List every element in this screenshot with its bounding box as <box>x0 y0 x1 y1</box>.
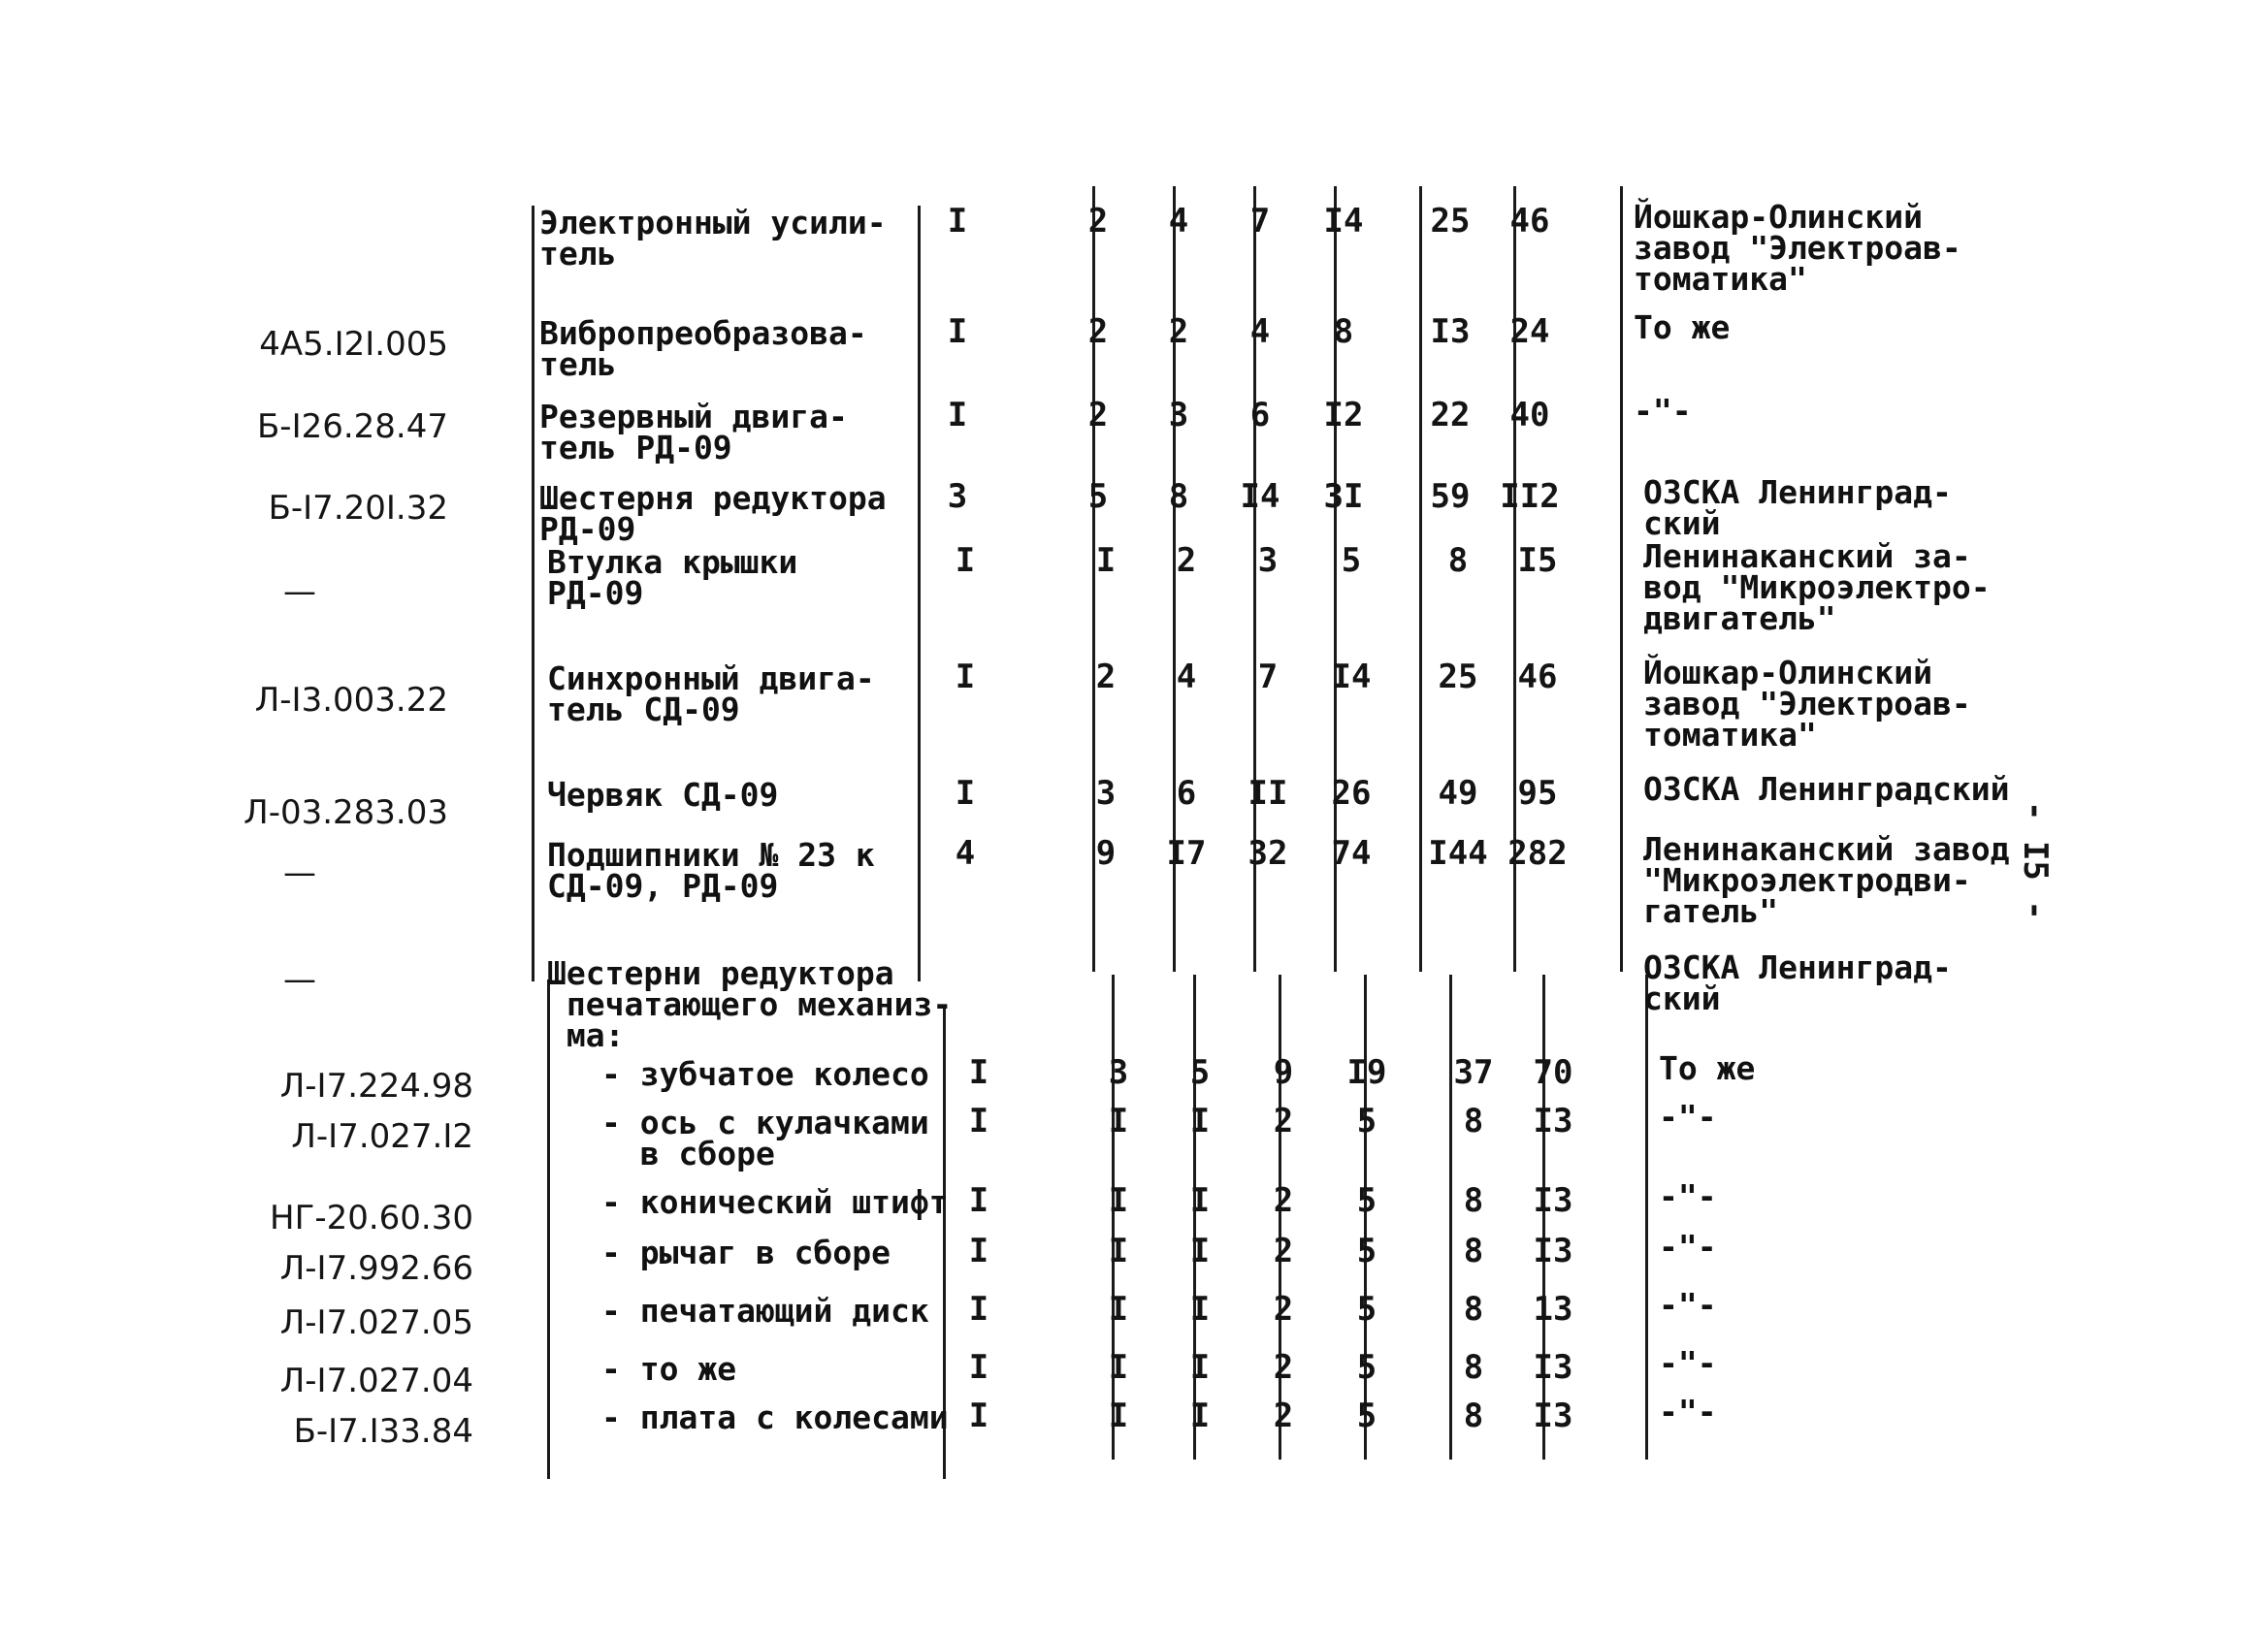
quantity-cell: 40 <box>1509 396 1550 434</box>
column-rule <box>1645 975 1648 1460</box>
part-name: - то же <box>601 1350 737 1388</box>
quantity-cell: 8 <box>1463 1102 1484 1140</box>
part-code: — <box>283 960 316 999</box>
quantity-cell: I <box>1108 1102 1129 1140</box>
column-rule <box>1620 186 1623 972</box>
quantity-cell: 3 <box>947 477 968 516</box>
quantity-cell: 95 <box>1517 774 1558 813</box>
quantity-cell: 46 <box>1517 658 1558 696</box>
quantity-cell: 8 <box>1463 1348 1484 1387</box>
part-code: Л-I3.003.22 <box>254 681 448 720</box>
quantity-cell: I <box>968 1290 989 1329</box>
quantity-cell: 49 <box>1438 774 1478 813</box>
quantity-cell: I <box>1108 1290 1129 1329</box>
part-code: Л-03.283.03 <box>243 793 448 832</box>
quantity-cell: 32 <box>1247 834 1288 873</box>
part-code: Л-I7.027.04 <box>279 1362 473 1400</box>
quantity-cell: 4 <box>1168 202 1189 241</box>
quantity-cell: I <box>968 1053 989 1092</box>
part-code: Б-I7.20I.32 <box>268 489 448 528</box>
part-code: Б-I7.I33.84 <box>293 1412 473 1451</box>
quantity-cell: I <box>968 1181 989 1220</box>
quantity-cell: I4 <box>1323 202 1364 241</box>
part-code: Л-I7.027.I2 <box>291 1117 473 1156</box>
page-number: - I5 - <box>2016 801 2055 920</box>
quantity-cell: 5 <box>1356 1232 1377 1270</box>
manufacturer: ОЗСКА Ленинград- ский <box>1643 473 1952 542</box>
quantity-cell: 2 <box>1095 658 1117 696</box>
part-name: Электронный усили- тель <box>539 204 887 273</box>
part-code: 4А5.I2I.005 <box>259 325 448 364</box>
quantity-cell: I <box>968 1397 989 1435</box>
quantity-cell: 4 <box>955 834 976 873</box>
column-rule <box>918 206 921 981</box>
quantity-cell: 7 <box>1249 202 1271 241</box>
part-name: - печатающий диск <box>601 1292 929 1330</box>
quantity-cell: I3 <box>1533 1102 1573 1140</box>
part-name: - зубчатое колесо <box>601 1055 929 1093</box>
quantity-cell: 8 <box>1447 541 1469 580</box>
quantity-cell: 5 <box>1356 1348 1377 1387</box>
part-name: Вибропреобразова- тель <box>539 314 867 383</box>
part-name: Червяк СД-09 <box>547 776 779 814</box>
part-code: Л-I7.027.05 <box>279 1303 473 1342</box>
quantity-cell: I5 <box>1517 541 1558 580</box>
quantity-cell: 22 <box>1430 396 1471 434</box>
quantity-cell: 8 <box>1463 1290 1484 1329</box>
manufacturer: Ленинаканский завод "Микроэлектродви- гатель" <box>1643 830 2010 930</box>
column-rule <box>1419 186 1422 972</box>
quantity-cell: I9 <box>1346 1053 1387 1092</box>
quantity-cell: 4 <box>1176 658 1197 696</box>
manufacturer: То же <box>1659 1049 1756 1087</box>
part-name: Подшипники № 23 к СД-09, РД-09 <box>547 836 875 905</box>
quantity-cell: I <box>1189 1397 1211 1435</box>
quantity-cell: 2 <box>1168 312 1189 351</box>
quantity-cell: 59 <box>1430 477 1471 516</box>
manufacturer: Йошкар-Олинский завод "Электроав- томатика" <box>1643 654 1971 754</box>
quantity-cell: I <box>1095 541 1117 580</box>
part-code: — <box>283 572 316 611</box>
quantity-cell: I <box>1108 1397 1129 1435</box>
manufacturer: То же <box>1634 308 1731 346</box>
quantity-cell: I <box>955 541 976 580</box>
quantity-cell: I <box>1108 1232 1129 1270</box>
quantity-cell: 2 <box>1273 1102 1294 1140</box>
quantity-cell: 2 <box>1273 1397 1294 1435</box>
quantity-cell: 8 <box>1463 1232 1484 1270</box>
quantity-cell: 8 <box>1168 477 1189 516</box>
quantity-cell: 6 <box>1176 774 1197 813</box>
quantity-cell: 25 <box>1430 202 1471 241</box>
quantity-cell: I3 <box>1533 1348 1573 1387</box>
quantity-cell: I <box>955 658 976 696</box>
quantity-cell: 2 <box>1087 312 1109 351</box>
quantity-cell: 2 <box>1273 1232 1294 1270</box>
quantity-cell: 5 <box>1087 477 1109 516</box>
quantity-cell: 5 <box>1356 1102 1377 1140</box>
quantity-cell: 3 <box>1168 396 1189 434</box>
manufacturer: -"- <box>1659 1098 1717 1136</box>
quantity-cell: 70 <box>1533 1053 1573 1092</box>
quantity-cell: I <box>1189 1348 1211 1387</box>
quantity-cell: 6 <box>1249 396 1271 434</box>
manufacturer: ОЗСКА Ленинградский <box>1643 770 2010 808</box>
quantity-cell: 2 <box>1273 1290 1294 1329</box>
quantity-cell: I44 <box>1428 834 1488 873</box>
manufacturer: -"- <box>1659 1286 1717 1324</box>
quantity-cell: I <box>947 312 968 351</box>
quantity-cell: 25 <box>1438 658 1478 696</box>
quantity-cell: 9 <box>1273 1053 1294 1092</box>
quantity-cell: 282 <box>1507 834 1568 873</box>
quantity-cell: 26 <box>1331 774 1372 813</box>
quantity-cell: 8 <box>1463 1397 1484 1435</box>
quantity-cell: I3 <box>1533 1397 1573 1435</box>
quantity-cell: 13 <box>1533 1290 1573 1329</box>
part-name: Резервный двига- тель РД-09 <box>539 398 848 466</box>
quantity-cell: I4 <box>1331 658 1372 696</box>
quantity-cell: I3 <box>1533 1232 1573 1270</box>
quantity-cell: I3 <box>1430 312 1471 351</box>
quantity-cell: 2 <box>1273 1348 1294 1387</box>
column-rule <box>532 206 535 981</box>
quantity-cell: I4 <box>1240 477 1280 516</box>
quantity-cell: II <box>1247 774 1288 813</box>
quantity-cell: 5 <box>1356 1397 1377 1435</box>
part-name: Шестерня редуктора РД-09 <box>539 479 887 548</box>
quantity-cell: 5 <box>1356 1181 1377 1220</box>
quantity-cell: 5 <box>1189 1053 1211 1092</box>
manufacturer: -"- <box>1634 392 1692 430</box>
quantity-cell: 37 <box>1453 1053 1494 1092</box>
manufacturer: -"- <box>1659 1344 1717 1382</box>
part-code: — <box>283 853 316 892</box>
part-name: Втулка крышки РД-09 <box>547 543 798 612</box>
part-code: Л-I7.992.66 <box>279 1249 473 1288</box>
quantity-cell: 74 <box>1331 834 1372 873</box>
manufacturer: Йошкар-Олинский завод "Электроав- томатика" <box>1634 198 1961 298</box>
quantity-cell: I <box>1108 1181 1129 1220</box>
quantity-cell: I <box>1189 1181 1211 1220</box>
part-name: - плата с колесами <box>601 1398 949 1436</box>
quantity-cell: 8 <box>1463 1181 1484 1220</box>
quantity-cell: 3 <box>1095 774 1117 813</box>
quantity-cell: 2 <box>1087 396 1109 434</box>
quantity-cell: 5 <box>1341 541 1362 580</box>
quantity-cell: 9 <box>1095 834 1117 873</box>
quantity-cell: I <box>1108 1348 1129 1387</box>
quantity-cell: I <box>968 1232 989 1270</box>
manufacturer: Ленинаканский за- вод "Микроэлектро- двигатель" <box>1643 537 1991 637</box>
manufacturer: -"- <box>1659 1393 1717 1430</box>
part-name: Шестерни редуктора печатающего механиз- ма: <box>547 954 953 1054</box>
part-name: Синхронный двига- тель СД-09 <box>547 659 875 728</box>
quantity-cell: 8 <box>1333 312 1354 351</box>
quantity-cell: II2 <box>1500 477 1560 516</box>
quantity-cell: 2 <box>1176 541 1197 580</box>
quantity-cell: I <box>947 202 968 241</box>
quantity-cell: I2 <box>1323 396 1364 434</box>
part-code: Б-I26.28.47 <box>256 407 448 446</box>
part-name: - ось с кулачками в сборе <box>601 1104 929 1172</box>
quantity-cell: I3 <box>1533 1181 1573 1220</box>
manufacturer: -"- <box>1659 1228 1717 1266</box>
quantity-cell: I <box>955 774 976 813</box>
quantity-cell: I <box>1189 1232 1211 1270</box>
quantity-cell: I <box>1189 1290 1211 1329</box>
quantity-cell: 4 <box>1249 312 1271 351</box>
quantity-cell: 3I <box>1323 477 1364 516</box>
quantity-cell: 3 <box>1257 541 1279 580</box>
part-code: Л-I7.224.98 <box>279 1067 473 1106</box>
quantity-cell: 5 <box>1356 1290 1377 1329</box>
quantity-cell: I <box>968 1348 989 1387</box>
column-rule <box>547 980 550 1479</box>
quantity-cell: 7 <box>1257 658 1279 696</box>
quantity-cell: 2 <box>1273 1181 1294 1220</box>
part-name: - рычаг в сборе <box>601 1234 891 1271</box>
quantity-cell: 24 <box>1509 312 1550 351</box>
part-name: - конический штифт <box>601 1183 949 1221</box>
quantity-cell: 2 <box>1087 202 1109 241</box>
quantity-cell: I7 <box>1166 834 1207 873</box>
quantity-cell: I <box>1189 1102 1211 1140</box>
manufacturer: -"- <box>1659 1177 1717 1215</box>
quantity-cell: 3 <box>1108 1053 1129 1092</box>
quantity-cell: I <box>968 1102 989 1140</box>
manufacturer: ОЗСКА Ленинград- ский <box>1643 948 1952 1017</box>
part-code: НГ-20.60.30 <box>270 1199 473 1237</box>
quantity-cell: 46 <box>1509 202 1550 241</box>
quantity-cell: I <box>947 396 968 434</box>
